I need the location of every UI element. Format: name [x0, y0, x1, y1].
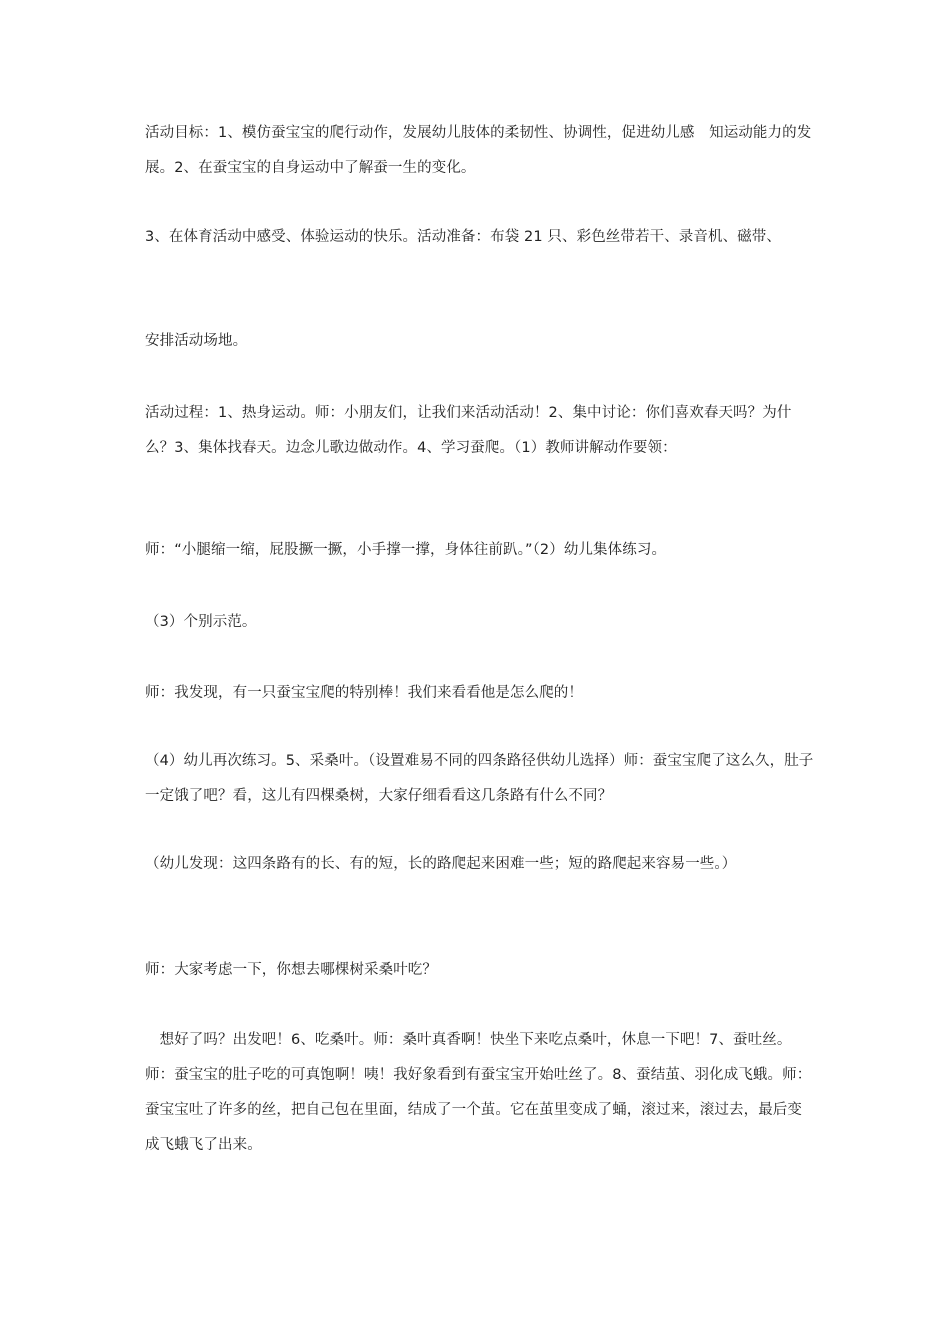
paragraph-demonstration: （3）个别示范。 [145, 614, 257, 630]
paragraph-teacher-praise: 师：我发现，有一只蚕宝宝爬的特别棒！我们来看看他是怎么爬的！ [145, 685, 583, 701]
paragraph-activity-process: 活动过程：1、热身运动。师：小朋友们，让我们来活动活动！2、集中讨论：你们喜欢春天吗？为什么？3、集体找春天。边念儿歌边做动作。4、学习蚕爬。（1）教师讲解动作要领： [145, 405, 792, 456]
paragraph-lifecycle: 想好了吗？出发吧！6、吃桑叶。师：桑叶真香啊！快坐下来吃点桑叶，休息一下吧！7、蚕吐丝。师：蚕宝宝的肚子吃的可真饱啊！咦！我好象看到有蚕宝宝开始吐丝了。8、蚕结茧、羽化成飞蛾。师：蚕宝宝吐了许多的丝，把自己包在里面，结成了一个茧。它在茧里变成了蛹，滚过来，滚过去，最后变成飞蛾飞了出来。 [145, 1032, 812, 1153]
paragraph-children-discovery: （幼儿发现：这四条路有的长、有的短，长的路爬起来困难一些；短的路爬起来容易一些。） [145, 856, 737, 872]
paragraph-teacher-question: 师：大家考虑一下，你想去哪棵树采桑叶吃？ [145, 962, 437, 978]
paragraph-picking-leaves: （4）幼儿再次练习。5、采桑叶。（设置难易不同的四条路径供幼儿选择）师：蚕宝宝爬了这么久，肚子一定饿了吧？看，这儿有四棵桑树，大家仔细看看这几条路有什么不同？ [145, 753, 814, 804]
paragraph-activity-goals: 活动目标：1、模仿蚕宝宝的爬行动作，发展幼儿肢体的柔韧性、协调性，促进幼儿感 知运动能力的发展。2、在蚕宝宝的自身运动中了解蚕一生的变化。 [145, 125, 812, 176]
paragraph-activity-preparation: 3、在体育活动中感受、体验运动的快乐。活动准备：布袋 21 只、彩色丝带若干、录音机、磁带、 [145, 229, 781, 245]
paragraph-venue: 安排活动场地。 [145, 333, 248, 349]
paragraph-teacher-instruction: 师：“小腿缩一缩，屁股撅一撅，小手撑一撑，身体往前趴。”（2）幼儿集体练习。 [145, 542, 667, 558]
